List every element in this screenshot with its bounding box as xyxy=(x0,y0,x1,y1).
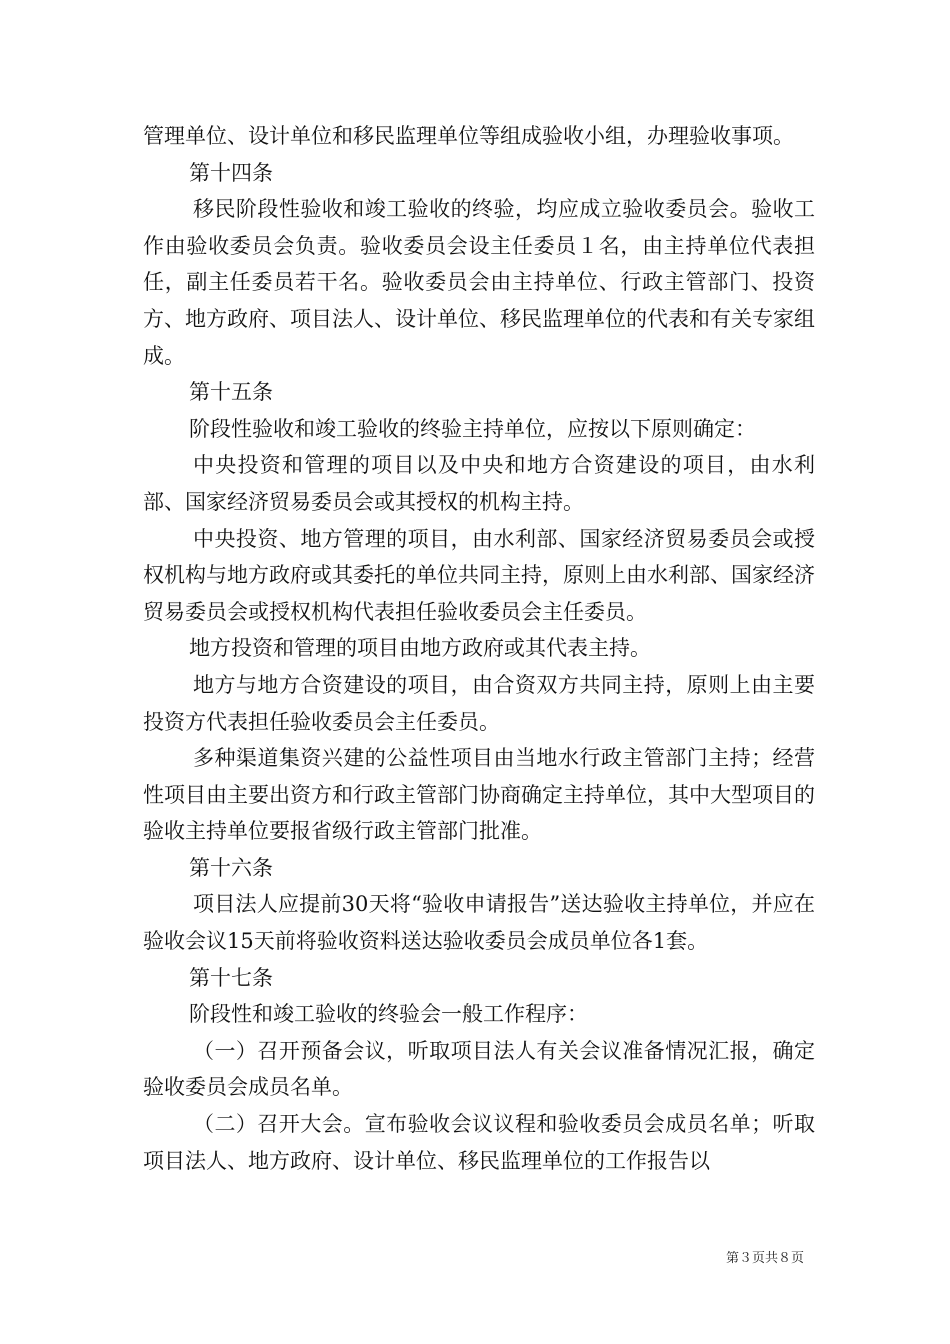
paragraph-application-report: 项目法人应提前30天将“验收申请报告”送达验收主持单位，并应在验收会议15天前将验收资料送达验收委员会成员单位各1套。 xyxy=(143,892,815,954)
paragraph-procedure-step-2: （二）召开大会。宣布验收会议议程和验收委员会成员名单；听取项目法人、地方政府、设计单位、移民监理单位的工作报告以 xyxy=(143,1112,815,1173)
page-number: 第３页共８页 xyxy=(725,1251,804,1266)
paragraph-procedure-intro: 阶段性和竣工验收的终验会一般工作程序： xyxy=(189,1002,588,1027)
paragraph-procedure-step-1: （一）召开预备会议，听取项目法人有关会议准备情况汇报，确定验收委员会成员名单。 xyxy=(143,1038,815,1100)
paragraph-acceptance-committee: 移民阶段性验收和竣工验收的终验，均应成立验收委员会。验收工作由验收委员会负责。验收委员会设主任委员１名，由主持单位代表担任，副主任委员若干名。验收委员会由主持单位、行政主管部门、投资方、地方政府、项目法人、设计单位、移民监理单位的代表和有关专家组成。 xyxy=(143,197,815,368)
paragraph-central-local-management: 中央投资、地方管理的项目，由水利部、国家经济贸易委员会或授权机构与地方政府或其委托的单位共同主持，原则上由水利部、国家经济贸易委员会或授权机构代表担任验收委员会主任委员。 xyxy=(143,526,815,624)
paragraph-host-principles: 阶段性验收和竣工验收的终验主持单位，应按以下原则确定： xyxy=(189,416,756,441)
paragraph-joint-venture: 地方与地方合资建设的项目，由合资双方共同主持，原则上由主要投资方代表担任验收委员会主任委员。 xyxy=(143,672,815,734)
paragraph-local-investment: 地方投资和管理的项目由地方政府或其代表主持。 xyxy=(189,636,651,661)
paragraph-multi-channel: 多种渠道集资兴建的公益性项目由当地水行政主管部门主持；经营性项目由主要出资方和行政主管部门协商确定主持单位，其中大型项目的验收主持单位要报省级行政主管部门批准。 xyxy=(143,746,815,844)
article-heading-15: 第十五条 xyxy=(189,380,273,405)
article-heading-16: 第十六条 xyxy=(189,855,273,880)
paragraph-central-investment: 中央投资和管理的项目以及中央和地方合资建设的项目，由水利部、国家经济贸易委员会或其授权的机构主持。 xyxy=(143,453,815,514)
document-body xyxy=(143,118,815,1179)
article-heading-17: 第十七条 xyxy=(189,965,273,990)
paragraph-continuation: 管理单位、设计单位和移民监理单位等组成验收小组，办理验收事项。 xyxy=(143,124,794,148)
article-heading-14: 第十四条 xyxy=(189,160,273,185)
